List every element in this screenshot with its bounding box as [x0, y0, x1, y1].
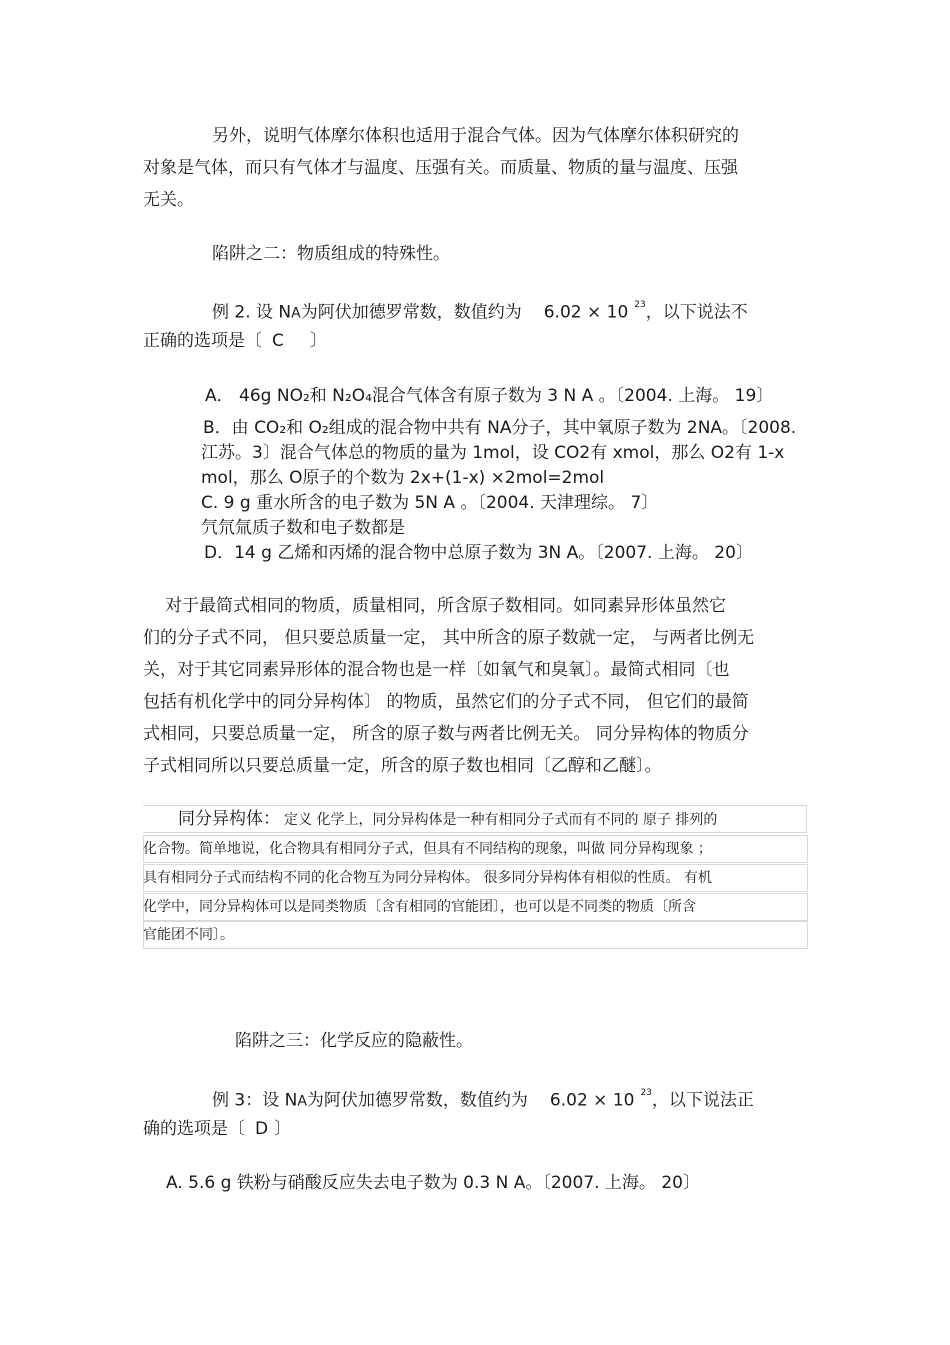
example3-value: 6.02 × 10 [549, 1090, 635, 1111]
example2-line2-pre: 正确的选项是〔 [143, 331, 262, 351]
example3-mid: 为阿伏加德罗常数，数值约为 [306, 1090, 528, 1111]
explain-line-3: 关，对于其它同素异形体的混合物也是一样〔如氧气和臭氧〕。最简式相同〔也 [143, 660, 730, 680]
example3-line-2 [143, 1118, 291, 1140]
example2-lead: 例 2. 设 N [212, 302, 292, 323]
option2-c-line-1: C. 9 g 重水所含的电子数为 5N A 。〔2004. 天津理综。 7〕 [201, 493, 659, 513]
example3-answer: D [255, 1119, 269, 1139]
example3-line2-pre: 确的选项是〔 [143, 1119, 245, 1139]
example2-value: 6.02 × 10 [543, 302, 629, 323]
intro-line-1: 另外，说明气体摩尔体积也适用于混合气体。因为气体摩尔体积研究的 [212, 126, 739, 146]
example2-sub-a: A [291, 305, 301, 322]
isomer-row-1 [178, 808, 717, 831]
example2-mid: 为阿伏加德罗常数，数值约为 [300, 302, 522, 323]
isomer-row-3: 具有相同分子式而结构不同的化合物互为同分异构体。 很多同分异构体有相似的性质。 有机 [143, 870, 712, 886]
example3-lead: 例 3：设 N [212, 1090, 298, 1111]
intro-line-3: 无关。 [143, 190, 194, 210]
example2-answer: C [272, 331, 284, 351]
explain-line-1: 对于最简式相同的物质，质量相同，所含原子数相同。如同素异形体虽然它 [165, 596, 726, 616]
isomer-row-5: 官能团不同〕。 [143, 927, 234, 943]
option2-b-line-1: B．由 CO₂和 O₂组成的混合物中共有 NA分子，其中氧原子数为 2NA。〔2008. [203, 418, 797, 438]
example2-line-2 [143, 330, 327, 352]
option2-b-line-2: 江苏。3〕混合气体总的物质的量为 1mol，设 CO2有 xmol，那么 O2有 1-x [201, 443, 785, 463]
explain-line-2: 们的分子式不同， 但只要总质量一定， 其中所含的原子数就一定， 与两者比例无 [143, 628, 755, 648]
isomer-box-row-5 [143, 921, 808, 949]
example2-line2-post: 〕 [309, 331, 327, 351]
example3-tail: ，以下说法正 [651, 1090, 754, 1111]
isomer-row-4: 化学中，同分异构体可以是同类物质〔含有相同的官能团〕，也可以是不同类的物质〔所含 [143, 899, 696, 915]
trap3-heading: 陷阱之三：化学反应的隐蔽性。 [235, 1031, 473, 1051]
example3-line2-post: 〕 [274, 1119, 292, 1139]
intro-line-2: 对象是气体，而只有气体才与温度、压强有关。而质量、物质的量与温度、压强 [143, 158, 738, 178]
trap2-heading: 陷阱之二：物质组成的特殊性。 [212, 244, 450, 264]
option2-d: D．14 g 乙烯和丙烯的混合物中总原子数为 3N A。〔2007. 上海。 20〕 [204, 543, 753, 563]
example2-exp: 23 [634, 300, 646, 310]
example3-exp: 23 [640, 1088, 652, 1098]
isomer-title: 同分异构体： [178, 809, 280, 829]
example2-tail: ，以下说法不 [645, 302, 748, 323]
explain-line-5: 式相同，只要总质量一定， 所含的原子数与两者比例无关。 同分异构体的物质分 [143, 724, 749, 744]
isomer-row-1-text: 定义 化学上，同分异构体是一种有相同分子式而有不同的 原子 排列的 [284, 812, 718, 828]
option2-b-line-3: mol，那么 O原子的个数为 2x+(1-x) ×2mol=2mol [201, 468, 605, 488]
example3-sub-a: A [297, 1093, 307, 1110]
example3-line-1 [212, 1086, 754, 1113]
option3-a: A. 5.6 g 铁粉与硝酸反应失去电子数为 0.3 N A。〔2007. 上海。 20〕 [166, 1173, 700, 1193]
explain-line-4: 包括有机化学中的同分异构体〕 的物质，虽然它们的分子式不同， 但它们的最简 [143, 692, 749, 712]
option2-a: A． 46g NO₂和 N₂O₄混合气体含有原子数为 3 N A 。〔2004. 上海。 19〕 [205, 386, 774, 406]
option2-c-line-2: 氕氘氚质子数和电子数都是 [201, 518, 405, 538]
explain-line-6: 子式相同所以只要总质量一定，所含的原子数也相同〔乙醇和乙醚〕。 [143, 756, 662, 776]
example2-line-1 [212, 298, 748, 325]
isomer-row-2: 化合物。简单地说，化合物具有相同分子式，但具有不同结构的现象，叫做 同分异构现象 ； [143, 841, 712, 857]
